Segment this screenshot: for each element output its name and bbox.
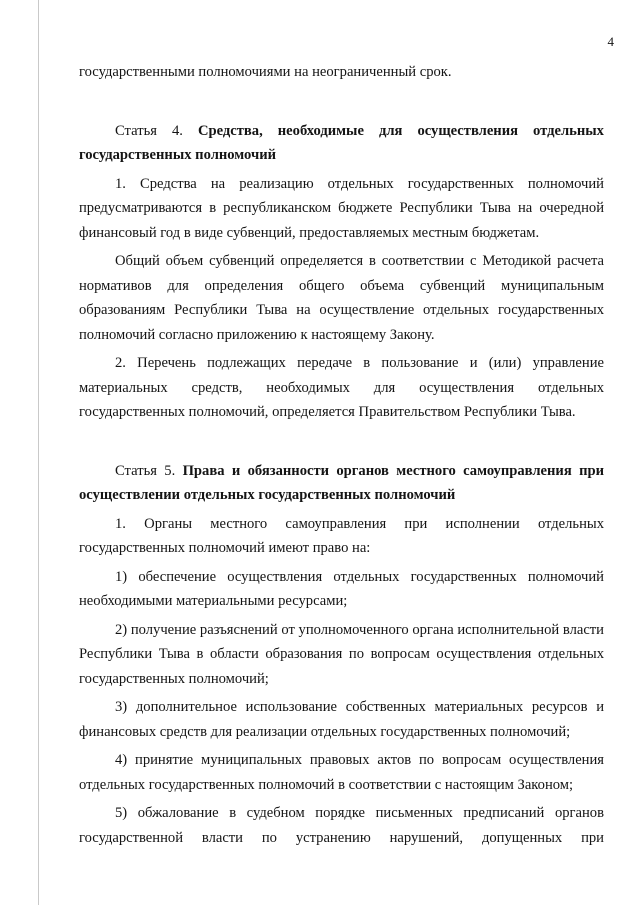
article-4-paragraph-1: 1. Средства на реализацию отдельных государственных полномочий предусматриваются в республиканском бюджете Республики Тыва на очередной финансовый год в виде субвенций, предоставляемых местным бюджетам.	[79, 175, 604, 241]
article-5-item-3: 3) дополнительное использование собственных материальных ресурсов и финансовых средств для реализации отдельных государственных полномочий;	[79, 699, 604, 740]
article-5-item-1: 1) обеспечение осуществления отдельных государственных полномочий необходимыми материальными ресурсами;	[79, 568, 604, 609]
article-5-title: Права и обязанности органов местного самоуправления при осуществлении отдельных государственных полномочий	[79, 462, 605, 503]
article-4-label: Статья 4.	[115, 122, 183, 139]
article-4-heading	[79, 119, 604, 168]
article-5-paragraph-1: 1. Органы местного самоуправления при исполнении отдельных государственных полномочий имеют право на:	[79, 515, 604, 556]
article-4-paragraph-3: 2. Перечень подлежащих передаче в пользование и (или) управление материальных средств, необходимых для осуществления отдельных государственных полномочий, определяется Правительством Республики Тыва.	[79, 355, 604, 420]
article-4-paragraph-2: Общий объем субвенций определяется в соответствии с Методикой расчета нормативов для определения общего объема субвенций муниципальным образованиям Республики Тыва на осуществление отдельных государственных полномочий согласно приложению к настоящему Закону.	[79, 253, 604, 343]
page-number: 4	[607, 34, 614, 49]
document-body	[79, 60, 604, 850]
article-5-label: Статья 5.	[115, 462, 176, 479]
article-5-item-4: 4) принятие муниципальных правовых актов по вопросам осуществления отдельных государственных полномочий в соответствии с настоящим Законом;	[79, 752, 604, 793]
continuation-text: государственными полномочиями на неограниченный срок.	[79, 64, 452, 80]
article-5-heading	[79, 459, 604, 508]
page-edge-line	[38, 0, 39, 905]
article-4-title: Средства, необходимые для осуществления отдельных государственных полномочий	[79, 122, 604, 163]
article-5-item-2: 2) получение разъяснений от уполномоченного органа исполнительной власти Республики Тыва в области образования по вопросам осуществления отдельных государственных полномочий;	[79, 621, 604, 687]
article-5-item-5: 5) обжалование в судебном порядке письменных предписаний органов государственной власти по устранению нарушений, допущенных при	[79, 805, 604, 846]
